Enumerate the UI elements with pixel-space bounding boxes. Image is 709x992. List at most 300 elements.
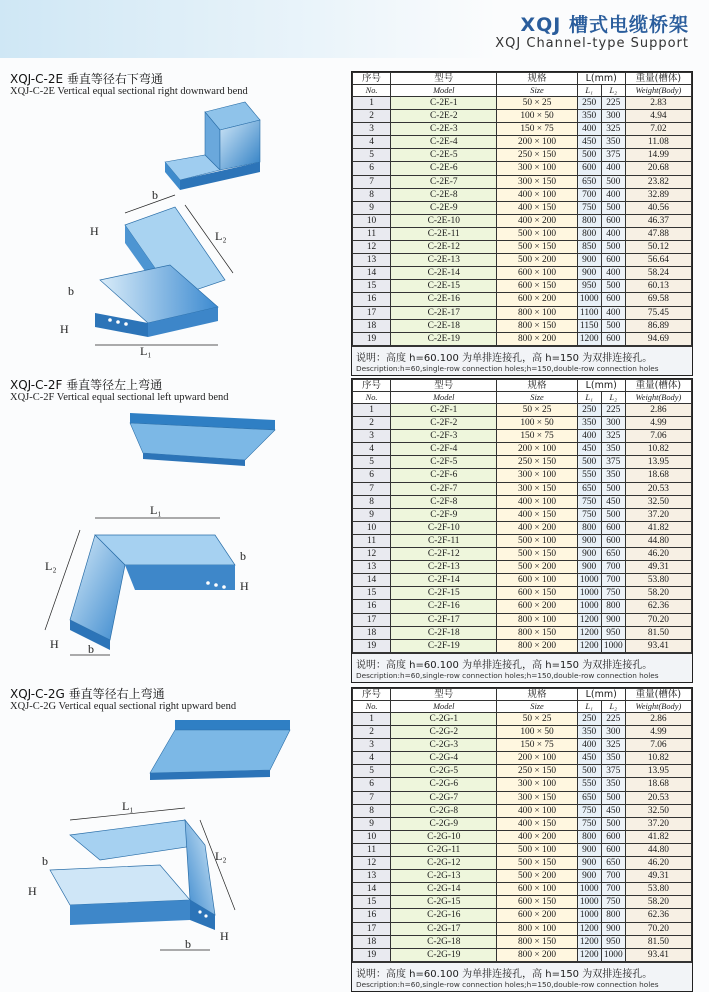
cell-size: 800 × 100 xyxy=(497,306,577,319)
table-row xyxy=(353,857,692,870)
cell-l1: 900 xyxy=(577,534,601,547)
cell-model: C-2E-15 xyxy=(391,280,497,293)
bend-3d-figure xyxy=(125,408,285,468)
cell-size: 300 × 100 xyxy=(497,469,577,482)
cell-model: C-2G-7 xyxy=(391,791,497,804)
cell-l2: 900 xyxy=(601,613,625,626)
cell-weight: 44.80 xyxy=(625,534,691,547)
cell-l2: 1000 xyxy=(601,948,625,961)
cell-model: C-2E-19 xyxy=(391,332,497,345)
dimension-label-h: H xyxy=(220,929,229,943)
table-row xyxy=(353,778,692,791)
cell-model: C-2E-2 xyxy=(391,110,497,123)
cell-model: C-2F-8 xyxy=(391,495,497,508)
cell-model: C-2E-10 xyxy=(391,214,497,227)
cell-l2: 500 xyxy=(601,241,625,254)
cell-l2: 600 xyxy=(601,254,625,267)
cell-model: C-2G-12 xyxy=(391,857,497,870)
cell-no: 12 xyxy=(353,241,391,254)
cell-l1: 550 xyxy=(577,469,601,482)
table-row xyxy=(353,548,692,561)
cell-l1: 1200 xyxy=(577,332,601,345)
table-row xyxy=(353,495,692,508)
table-row xyxy=(353,443,692,456)
table-row xyxy=(353,319,692,332)
cell-l2: 600 xyxy=(601,843,625,856)
cell-l2: 350 xyxy=(601,136,625,149)
cell-l2: 500 xyxy=(601,482,625,495)
cell-l2: 950 xyxy=(601,935,625,948)
cell-size: 150 × 75 xyxy=(497,739,577,752)
cell-weight: 58.24 xyxy=(625,267,691,280)
table-row xyxy=(353,188,692,201)
cell-l2: 750 xyxy=(601,896,625,909)
cell-size: 500 × 200 xyxy=(497,870,577,883)
cell-l1: 950 xyxy=(577,280,601,293)
cell-size: 400 × 150 xyxy=(497,508,577,521)
cell-l2: 800 xyxy=(601,909,625,922)
cell-model: C-2G-17 xyxy=(391,922,497,935)
cell-l1: 1200 xyxy=(577,639,601,652)
cell-weight: 56.64 xyxy=(625,254,691,267)
section-title: XQJ-C-2E 垂直等径右下弯通 xyxy=(10,72,163,86)
cell-size: 500 × 100 xyxy=(497,534,577,547)
table-row xyxy=(353,639,692,652)
table-body xyxy=(353,404,692,653)
cell-model: C-2F-13 xyxy=(391,561,497,574)
page-subtitle: XQJ Channel-type Support xyxy=(495,36,689,51)
cell-l1: 250 xyxy=(577,713,601,726)
cell-weight: 10.82 xyxy=(625,443,691,456)
table-row xyxy=(353,306,692,319)
table-row xyxy=(353,922,692,935)
cell-size: 800 × 150 xyxy=(497,626,577,639)
cell-weight: 7.06 xyxy=(625,430,691,443)
cell-no: 19 xyxy=(353,948,391,961)
cell-l2: 1000 xyxy=(601,639,625,652)
cell-l2: 350 xyxy=(601,469,625,482)
dimension-label-h: H xyxy=(50,637,59,651)
cell-l1: 900 xyxy=(577,561,601,574)
table-note-en: Description:h=60,single-row connection holes;h=150,double-row connection holes xyxy=(352,980,692,991)
cell-l2: 600 xyxy=(601,830,625,843)
cell-l1: 750 xyxy=(577,508,601,521)
cell-l2: 500 xyxy=(601,508,625,521)
cell-model: C-2E-8 xyxy=(391,188,497,201)
cell-model: C-2G-13 xyxy=(391,870,497,883)
cell-l2: 650 xyxy=(601,548,625,561)
cell-l2: 700 xyxy=(601,870,625,883)
dimension-label-b: b xyxy=(240,549,246,563)
table-row xyxy=(353,123,692,136)
cell-l1: 400 xyxy=(577,123,601,136)
cell-model: C-2F-10 xyxy=(391,521,497,534)
section-title: XQJ-C-2F 垂直等径左上弯通 xyxy=(10,378,163,392)
cell-model: C-2F-3 xyxy=(391,430,497,443)
cell-no: 7 xyxy=(353,791,391,804)
cell-size: 500 × 100 xyxy=(497,843,577,856)
cell-size: 800 × 200 xyxy=(497,639,577,652)
cell-no: 17 xyxy=(353,922,391,935)
cell-weight: 7.02 xyxy=(625,123,691,136)
table-row xyxy=(353,534,692,547)
table-row xyxy=(353,482,692,495)
cell-l2: 950 xyxy=(601,626,625,639)
cell-weight: 81.50 xyxy=(625,626,691,639)
cell-weight: 37.20 xyxy=(625,508,691,521)
cell-no: 8 xyxy=(353,804,391,817)
cell-no: 7 xyxy=(353,175,391,188)
col-model-header: 型号 xyxy=(391,689,497,701)
table-row xyxy=(353,521,692,534)
cell-no: 16 xyxy=(353,293,391,306)
dimension-label-l2: L₂ xyxy=(45,559,57,573)
cell-no: 6 xyxy=(353,778,391,791)
cell-l2: 325 xyxy=(601,739,625,752)
cell-l1: 350 xyxy=(577,726,601,739)
cell-size: 400 × 200 xyxy=(497,521,577,534)
bend-3d-figure xyxy=(140,715,300,785)
cell-no: 8 xyxy=(353,495,391,508)
dimension-label-h: H xyxy=(60,322,69,336)
table-row xyxy=(353,830,692,843)
cell-model: C-2E-7 xyxy=(391,175,497,188)
cell-l2: 225 xyxy=(601,97,625,110)
cell-l1: 350 xyxy=(577,417,601,430)
table-row xyxy=(353,254,692,267)
col-length-header: L(mm) xyxy=(577,380,625,392)
cell-size: 200 × 100 xyxy=(497,136,577,149)
cell-model: C-2G-10 xyxy=(391,830,497,843)
table-row xyxy=(353,626,692,639)
cell-weight: 2.86 xyxy=(625,404,691,417)
cell-l1: 700 xyxy=(577,188,601,201)
cell-model: C-2G-8 xyxy=(391,804,497,817)
cell-model: C-2E-4 xyxy=(391,136,497,149)
cell-no: 12 xyxy=(353,857,391,870)
col-model-header: 型号 xyxy=(391,73,497,85)
table-row xyxy=(353,136,692,149)
col-weight-header: 重量(槽体) xyxy=(625,73,691,85)
cell-l1: 400 xyxy=(577,739,601,752)
cell-weight: 53.80 xyxy=(625,883,691,896)
cell-l1: 1000 xyxy=(577,587,601,600)
cell-l1: 800 xyxy=(577,214,601,227)
cell-l1: 450 xyxy=(577,136,601,149)
table-row xyxy=(353,600,692,613)
cell-weight: 58.20 xyxy=(625,896,691,909)
cell-l1: 900 xyxy=(577,870,601,883)
cell-no: 11 xyxy=(353,227,391,240)
col-length-header: L(mm) xyxy=(577,73,625,85)
table-row xyxy=(353,417,692,430)
cell-l2: 300 xyxy=(601,417,625,430)
col-size-header-en: Size xyxy=(497,85,577,97)
cell-weight: 62.36 xyxy=(625,909,691,922)
cell-l1: 500 xyxy=(577,456,601,469)
col-weight-header: 重量(槽体) xyxy=(625,689,691,701)
col-no-header-en: No. xyxy=(353,701,391,713)
cell-weight: 2.83 xyxy=(625,97,691,110)
cell-size: 800 × 200 xyxy=(497,948,577,961)
cell-model: C-2G-9 xyxy=(391,817,497,830)
col-size-header-en: Size xyxy=(497,701,577,713)
col-no-header-en: No. xyxy=(353,85,391,97)
cell-weight: 37.20 xyxy=(625,817,691,830)
table-row xyxy=(353,561,692,574)
cell-l1: 1000 xyxy=(577,896,601,909)
cell-no: 18 xyxy=(353,935,391,948)
cell-size: 600 × 150 xyxy=(497,587,577,600)
cell-weight: 69.58 xyxy=(625,293,691,306)
col-l2-header: L₂ xyxy=(601,85,625,97)
cell-l2: 300 xyxy=(601,726,625,739)
cell-size: 600 × 150 xyxy=(497,896,577,909)
col-model-header: 型号 xyxy=(391,380,497,392)
cell-no: 13 xyxy=(353,254,391,267)
cell-l2: 350 xyxy=(601,752,625,765)
cell-l1: 1100 xyxy=(577,306,601,319)
cell-l2: 750 xyxy=(601,587,625,600)
cell-size: 100 × 50 xyxy=(497,417,577,430)
table-row xyxy=(353,765,692,778)
cell-size: 600 × 100 xyxy=(497,574,577,587)
cell-model: C-2E-18 xyxy=(391,319,497,332)
cell-no: 13 xyxy=(353,870,391,883)
spec-table xyxy=(351,687,693,992)
col-size-header-en: Size xyxy=(497,392,577,404)
cell-no: 19 xyxy=(353,332,391,345)
cell-model: C-2F-9 xyxy=(391,508,497,521)
cell-no: 13 xyxy=(353,561,391,574)
cell-no: 5 xyxy=(353,149,391,162)
cell-l2: 800 xyxy=(601,600,625,613)
cell-no: 11 xyxy=(353,843,391,856)
cell-weight: 23.82 xyxy=(625,175,691,188)
cell-size: 600 × 200 xyxy=(497,909,577,922)
cell-l2: 400 xyxy=(601,188,625,201)
cell-no: 11 xyxy=(353,534,391,547)
cell-model: C-2F-18 xyxy=(391,626,497,639)
cell-l2: 450 xyxy=(601,495,625,508)
cell-l2: 900 xyxy=(601,922,625,935)
cell-l1: 550 xyxy=(577,778,601,791)
cell-weight: 20.53 xyxy=(625,482,691,495)
dimension-label-b: b xyxy=(152,188,158,202)
cell-size: 300 × 150 xyxy=(497,175,577,188)
table-row xyxy=(353,739,692,752)
cell-l1: 750 xyxy=(577,201,601,214)
cell-model: C-2F-6 xyxy=(391,469,497,482)
cell-l1: 350 xyxy=(577,110,601,123)
table-row xyxy=(353,293,692,306)
cell-model: C-2G-14 xyxy=(391,883,497,896)
cell-size: 400 × 200 xyxy=(497,214,577,227)
table-row xyxy=(353,613,692,626)
cell-l2: 500 xyxy=(601,175,625,188)
cell-l1: 800 xyxy=(577,830,601,843)
cell-size: 250 × 150 xyxy=(497,149,577,162)
cell-l1: 900 xyxy=(577,254,601,267)
cell-weight: 32.89 xyxy=(625,188,691,201)
cell-l1: 450 xyxy=(577,443,601,456)
cell-no: 2 xyxy=(353,110,391,123)
dimension-label-l2: L₂ xyxy=(215,849,227,863)
section-title: XQJ-C-2G 垂直等径右上弯通 xyxy=(10,687,165,701)
table-row xyxy=(353,896,692,909)
cell-no: 14 xyxy=(353,883,391,896)
cell-weight: 58.20 xyxy=(625,587,691,600)
cell-weight: 4.99 xyxy=(625,726,691,739)
cell-size: 600 × 100 xyxy=(497,883,577,896)
cell-model: C-2F-1 xyxy=(391,404,497,417)
cell-no: 9 xyxy=(353,201,391,214)
cell-l1: 800 xyxy=(577,227,601,240)
cell-weight: 46.20 xyxy=(625,548,691,561)
cell-model: C-2F-2 xyxy=(391,417,497,430)
cell-size: 400 × 100 xyxy=(497,804,577,817)
cell-weight: 49.31 xyxy=(625,870,691,883)
cell-l1: 1000 xyxy=(577,293,601,306)
cell-l1: 500 xyxy=(577,149,601,162)
cell-weight: 93.41 xyxy=(625,948,691,961)
dimension-label-b: b xyxy=(42,854,48,868)
cell-no: 4 xyxy=(353,443,391,456)
dimension-label-h: H xyxy=(90,224,99,238)
col-size-header: 规格 xyxy=(497,689,577,701)
cell-l1: 1150 xyxy=(577,319,601,332)
section-subtitle: XQJ-C-2E Vertical equal sectional right downward bend xyxy=(10,86,248,97)
table-row xyxy=(353,883,692,896)
cell-size: 500 × 150 xyxy=(497,857,577,870)
bend-dimension-figure xyxy=(40,185,255,360)
cell-weight: 47.88 xyxy=(625,227,691,240)
cell-no: 9 xyxy=(353,817,391,830)
cell-size: 50 × 25 xyxy=(497,97,577,110)
cell-model: C-2G-15 xyxy=(391,896,497,909)
table-row xyxy=(353,241,692,254)
cell-weight: 86.89 xyxy=(625,319,691,332)
cell-size: 50 × 25 xyxy=(497,713,577,726)
cell-l2: 700 xyxy=(601,883,625,896)
table-row xyxy=(353,574,692,587)
cell-l2: 300 xyxy=(601,110,625,123)
cell-no: 8 xyxy=(353,188,391,201)
cell-size: 800 × 100 xyxy=(497,922,577,935)
cell-no: 17 xyxy=(353,613,391,626)
cell-model: C-2F-17 xyxy=(391,613,497,626)
cell-l2: 700 xyxy=(601,561,625,574)
cell-weight: 50.12 xyxy=(625,241,691,254)
table-row xyxy=(353,280,692,293)
table-note: 说明：高度 h=60.100 为单排连接孔，高 h=150 为双排连接孔。 xyxy=(352,653,692,671)
cell-l1: 450 xyxy=(577,752,601,765)
cell-l2: 500 xyxy=(601,319,625,332)
cell-no: 12 xyxy=(353,548,391,561)
cell-model: C-2F-4 xyxy=(391,443,497,456)
cell-l2: 400 xyxy=(601,227,625,240)
cell-no: 5 xyxy=(353,765,391,778)
cell-weight: 62.36 xyxy=(625,600,691,613)
cell-l2: 500 xyxy=(601,201,625,214)
cell-weight: 20.53 xyxy=(625,791,691,804)
cell-no: 15 xyxy=(353,587,391,600)
cell-model: C-2G-3 xyxy=(391,739,497,752)
table-row xyxy=(353,870,692,883)
cell-size: 300 × 150 xyxy=(497,791,577,804)
cell-weight: 7.06 xyxy=(625,739,691,752)
table-row xyxy=(353,469,692,482)
cell-l2: 450 xyxy=(601,804,625,817)
col-model-header-en: Model xyxy=(391,701,497,713)
cell-l1: 1000 xyxy=(577,574,601,587)
col-no-header: 序号 xyxy=(353,689,391,701)
cell-l1: 1000 xyxy=(577,883,601,896)
cell-l2: 350 xyxy=(601,778,625,791)
table-note-en: Description:h=60,single-row connection holes;h=150,double-row connection holes xyxy=(352,364,692,375)
dimension-label-l2: L₂ xyxy=(215,229,227,243)
cell-size: 400 × 150 xyxy=(497,817,577,830)
cell-l1: 850 xyxy=(577,241,601,254)
cell-size: 300 × 150 xyxy=(497,482,577,495)
cell-weight: 20.68 xyxy=(625,162,691,175)
cell-no: 16 xyxy=(353,600,391,613)
bend-dimension-figure xyxy=(30,490,270,665)
cell-l1: 900 xyxy=(577,548,601,561)
cell-no: 4 xyxy=(353,752,391,765)
table-body xyxy=(353,97,692,346)
col-l1-header: L₁ xyxy=(577,701,601,713)
table-row xyxy=(353,909,692,922)
cell-size: 150 × 75 xyxy=(497,123,577,136)
cell-l1: 900 xyxy=(577,843,601,856)
cell-weight: 13.95 xyxy=(625,456,691,469)
cell-weight: 2.86 xyxy=(625,713,691,726)
cell-l1: 900 xyxy=(577,857,601,870)
cell-model: C-2F-19 xyxy=(391,639,497,652)
col-model-header-en: Model xyxy=(391,85,497,97)
cell-size: 300 × 100 xyxy=(497,778,577,791)
dimension-label-h: H xyxy=(28,884,37,898)
cell-no: 18 xyxy=(353,319,391,332)
cell-size: 400 × 100 xyxy=(497,495,577,508)
cell-l2: 400 xyxy=(601,306,625,319)
cell-model: C-2G-11 xyxy=(391,843,497,856)
cell-weight: 94.69 xyxy=(625,332,691,345)
cell-no: 3 xyxy=(353,739,391,752)
table-note-en: Description:h=60,single-row connection holes;h=150,double-row connection holes xyxy=(352,671,692,682)
cell-size: 600 × 150 xyxy=(497,280,577,293)
dimension-label-l1: L₁ xyxy=(150,503,162,517)
cell-l1: 650 xyxy=(577,175,601,188)
section-subtitle: XQJ-C-2G Vertical equal sectional right upward bend xyxy=(10,701,237,712)
cell-size: 600 × 200 xyxy=(497,293,577,306)
cell-l2: 350 xyxy=(601,443,625,456)
cell-l2: 650 xyxy=(601,857,625,870)
cell-model: C-2G-19 xyxy=(391,948,497,961)
cell-weight: 10.82 xyxy=(625,752,691,765)
cell-size: 250 × 150 xyxy=(497,456,577,469)
cell-weight: 70.20 xyxy=(625,613,691,626)
cell-l1: 1000 xyxy=(577,600,601,613)
table-row xyxy=(353,110,692,123)
dimension-label-l1: L₁ xyxy=(140,344,152,358)
col-weight-header-en: Weight(Body) xyxy=(625,85,691,97)
col-model-header-en: Model xyxy=(391,392,497,404)
cell-model: C-2E-1 xyxy=(391,97,497,110)
cell-no: 5 xyxy=(353,456,391,469)
cell-no: 15 xyxy=(353,280,391,293)
